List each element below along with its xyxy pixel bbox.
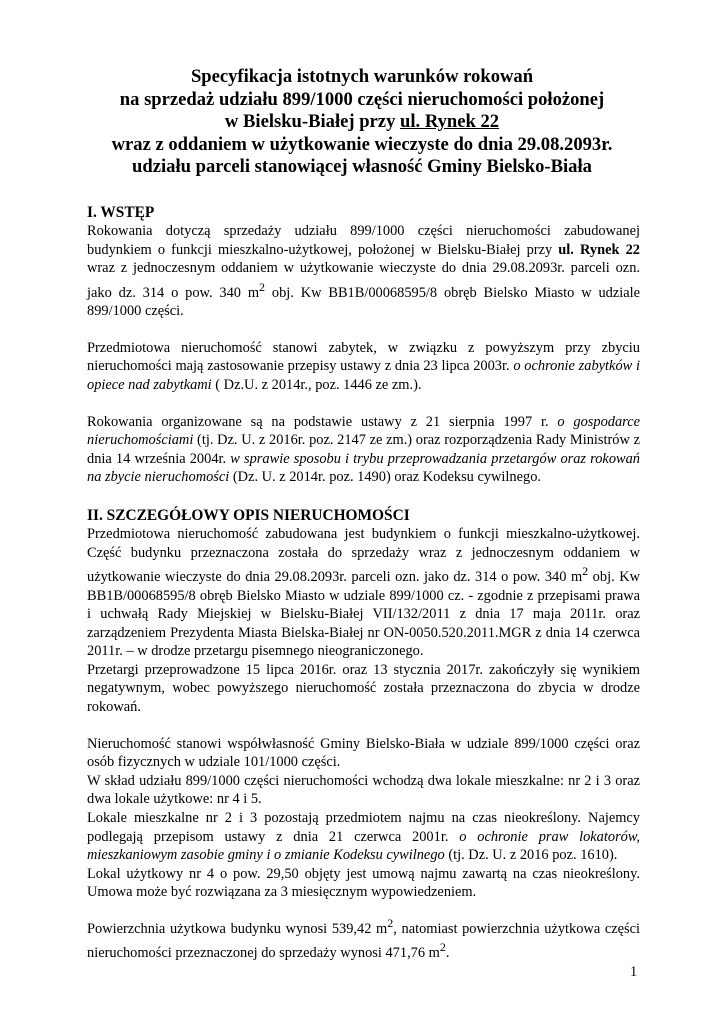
title-line-4: wraz z oddaniem w użytkowanie wieczyste do dnia 29.08.2093r. xyxy=(111,133,613,155)
text-span: Przedmiotowa nieruchomość stanowi zabytek, w związku z powyższym przy zbyciu nieruchomości mają zastosowanie przepisy ustawy z dnia 23 lipca 2003r. xyxy=(87,339,640,375)
text-span: . xyxy=(445,945,450,962)
text-span: Rokowania organizowane są na podstawie ustawy z 21 sierpnia 1997 r. xyxy=(87,413,558,430)
title-line-5: udziału parceli stanowiącej własność Gminy Bielsko-Biała xyxy=(132,156,592,177)
title-line-3 xyxy=(70,111,654,134)
section-2-paragraph-4: W skład udziału 899/1000 części nieruchomości wchodzą dwa lokale mieszkalne: nr 2 i 3 oraz dwa lokale użytkowe: nr 4 i 5. xyxy=(87,772,640,808)
title-line-3-text: w Bielsku-Białej przy xyxy=(224,111,401,132)
text-span: Przedmiotowa nieruchomość zabudowana jest budynkiem o funkcji mieszkalno-użytkowej. Część budynku przeznaczona została do sprzedaży wraz z jednoczesnym oddaniem w użytkowanie wieczyste do dnia 29.08.2093r. parceli ozn. jako dz. 314 o pow. 340 m xyxy=(87,525,640,585)
act-title: w sprawie sposobu i trybu przeprowadzania przetargów oraz rokowań na zbycie nieruchomości xyxy=(87,450,641,486)
act-title: o ochronie praw lokatorów, mieszkaniowym zasobie gminy i o zmianie Kodeksu cywilnego xyxy=(87,828,640,864)
superscript: 2 xyxy=(439,940,446,955)
superscript: 2 xyxy=(259,279,266,294)
document-body xyxy=(87,203,640,963)
text-span: , natomiast powierzchnia użytkowa części nieruchomości przeznaczonej do sprzedaży wynosi 471,76 m xyxy=(87,920,641,962)
section-1-heading: I. WSTĘP xyxy=(87,204,155,221)
section-1-paragraph-3 xyxy=(87,413,640,487)
text-span: Powierzchnia użytkowa budynku wynosi 539,42 m xyxy=(87,920,388,937)
superscript: 2 xyxy=(387,916,394,930)
section-2-paragraph-7 xyxy=(87,914,640,963)
section-2-paragraph-1 xyxy=(87,525,640,661)
text-span: (tj. Dz. U. z 2016r. poz. 2147 ze zm.) oraz rozporządzenia Rady Ministrów z dnia 14 września 2004r. xyxy=(87,432,640,467)
section-2-paragraph-6: Lokal użytkowy nr 4 o pow. 29,50 objęty jest umową najmu zawartą na czas nieokreślony. Umowa może być rozwiązana za 3 miesięcznym wypowiedzeniem. xyxy=(87,865,640,901)
title-line-2: na sprzedaż udziału 899/1000 części nieruchomości położonej xyxy=(119,88,605,110)
text-span: Lokale mieszkalne nr 2 i 3 pozostają przedmiotem najmu na czas nieokreślony. Najemcy podlegają przepisom ustawy z dnia 21 czerwca 2001r. xyxy=(87,810,640,845)
text-span: wraz z jednoczesnym oddaniem w użytkowanie wieczyste do dnia 29.08.2093r. parceli ozn. jako dz. 314 o pow. 340 m xyxy=(87,260,640,301)
page-number: 1 xyxy=(630,964,638,980)
text-span: obj. Kw BB1B/00068595/8 obręb Bielsko Miasto w udziale 899/1000 części. xyxy=(87,284,640,320)
text-span: (Dz. U. z 2014r. poz. 1490) oraz Kodeksu cywilnego. xyxy=(229,469,541,486)
act-title: o ochronie zabytków i opiece nad zabytkami xyxy=(87,358,640,393)
section-2-paragraph-3: Nieruchomość stanowi współwłasność Gminy Bielsko-Biała w udziale 899/1000 części oraz osób fizycznych w udziale 101/1000 części. xyxy=(87,735,640,771)
text-span: (tj. Dz. U. z 2016 poz. 1610). xyxy=(444,847,618,864)
street-bold: ul. Rynek 22 xyxy=(558,241,640,258)
text-span: Rokowania dotyczą sprzedaży udziału 899/1000 części nieruchomości zabudowanej budynkiem o funkcji mieszkalno-użytkowej, położonej w Bielsku-Białej przy xyxy=(87,223,640,258)
section-2-paragraph-5 xyxy=(87,809,640,865)
act-title: o gospodarce nieruchomościami xyxy=(87,413,640,449)
text-span: obj. Kw BB1B/00068595/8 obręb Bielsko Miasto w udziale 899/1000 cz. - zgodnie z przepisami prawa i uchwałą Rady Miejskiej w Bielsku-Białej VII/132/2011 z dnia 17 maja 2011r. oraz zarządzeniem Prezydenta Miasta Bielska-Białej nr ON-0050.520.2011.MGR z dnia 14 czerwca 2011r. – w drodze przetargu pisemnego nieograniczonego. xyxy=(87,568,640,660)
street-name: ul. Rynek 22 xyxy=(400,111,500,132)
section-2-heading: II. SZCZEGÓŁOWY OPIS NIERUCHOMOŚCI xyxy=(87,506,410,524)
title-line-1: Specyfikacja istotnych warunków rokowań xyxy=(190,66,534,87)
section-1-paragraph-1 xyxy=(87,222,640,321)
superscript: 2 xyxy=(582,564,589,579)
section-1-paragraph-2 xyxy=(87,339,640,395)
document-title xyxy=(70,66,654,179)
section-2-paragraph-2: Przetargi przeprowadzone 15 lipca 2016r. oraz 13 stycznia 2017r. zakończyły się wynikiem negatywnym, wobec powyższego nieruchomość została przeznaczona do zbycia w drodze rokowań. xyxy=(87,661,640,716)
text-span: ( Dz.U. z 2014r., poz. 1446 ze zm.). xyxy=(211,376,422,393)
